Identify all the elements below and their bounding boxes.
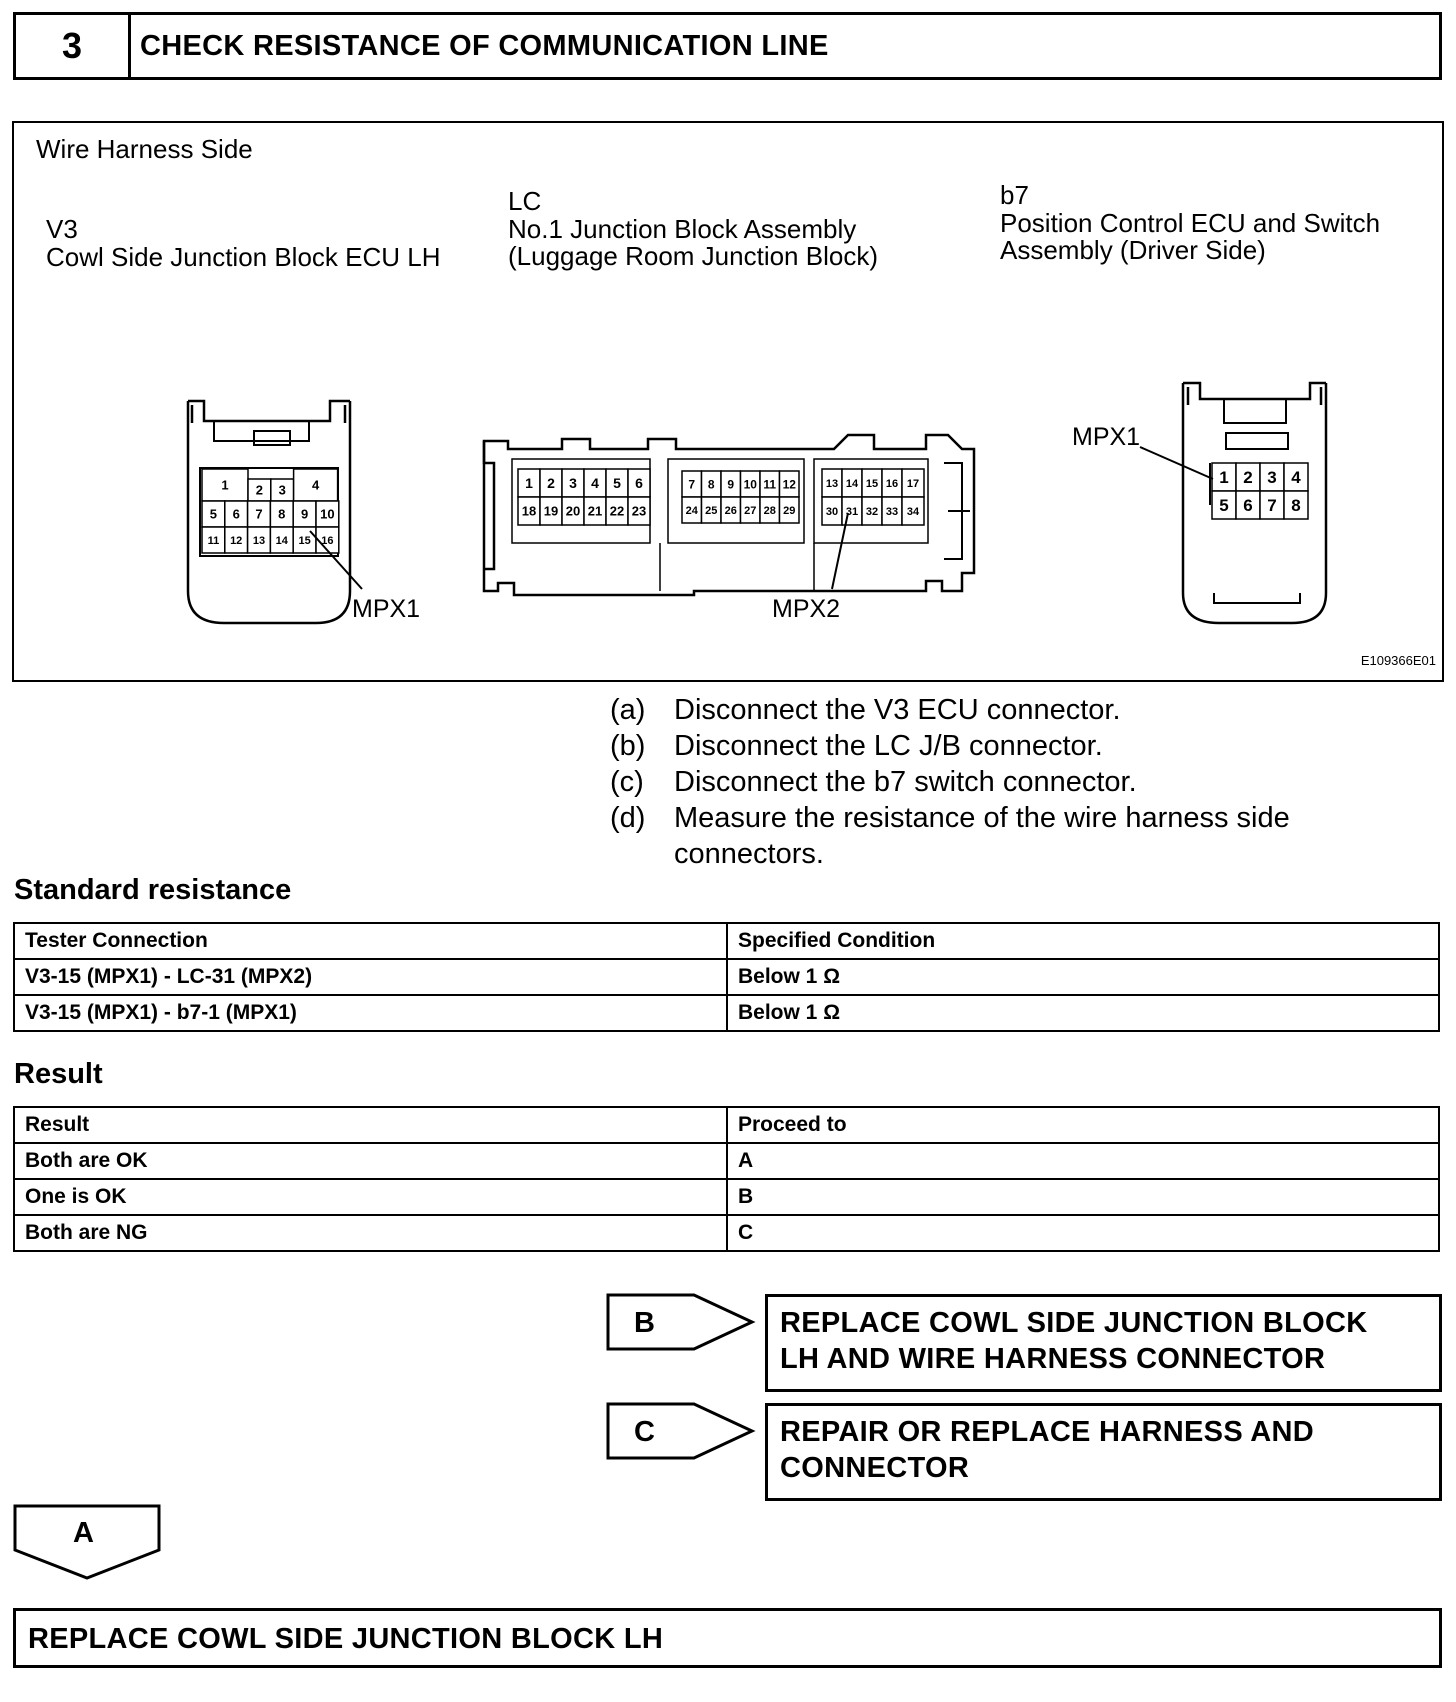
branch-a-arrow: [13, 1504, 161, 1580]
branch-b-action: [765, 1294, 1442, 1392]
b7-name-line1: Position Control ECU and Switch: [1000, 208, 1381, 238]
connector-pin-label: 15: [865, 477, 879, 490]
table-header: Tester Connection: [14, 923, 727, 959]
connector-pin-label: 28: [763, 504, 776, 517]
table-cell: Both are OK: [14, 1143, 727, 1179]
branch-a-action: REPLACE COWL SIDE JUNCTION BLOCK LH: [13, 1608, 1442, 1668]
procedure-step-text: Disconnect the V3 ECU connector.: [674, 694, 1121, 726]
connector-pin-label: 4: [1291, 468, 1301, 488]
table-row: [14, 1143, 1439, 1179]
b7-name-line2: Assembly (Driver Side): [1000, 235, 1266, 265]
connector-pin-label: 3: [278, 482, 286, 498]
table-cell: One is OK: [14, 1179, 727, 1215]
table-header-row: [14, 1107, 1439, 1143]
connector-pin-label: 16: [321, 534, 334, 547]
figure-code: E109366E01: [1360, 653, 1436, 668]
connector-pin-label: 25: [705, 504, 718, 517]
procedure-step-label: (a): [610, 694, 646, 726]
connector-pin-label: 2: [255, 482, 264, 498]
result-title: Result: [14, 1058, 103, 1090]
table-cell: V3-15 (MPX1) - b7-1 (MPX1): [14, 995, 727, 1031]
connector-pin-label: 20: [565, 503, 581, 519]
table-header: Specified Condition: [727, 923, 1439, 959]
connector-pin-label: 2: [547, 475, 555, 492]
connector-pin-label: 6: [635, 475, 643, 492]
lc-callout: MPX2: [772, 595, 841, 623]
connector-pin-label: 8: [278, 506, 286, 522]
table-header: Result: [14, 1107, 727, 1143]
b7-pin-group: [1212, 463, 1308, 519]
connector-pin-label: 31: [845, 505, 859, 518]
connector-pin-label: 18: [521, 503, 537, 519]
procedure-list: [610, 692, 1374, 872]
procedure-step-label: (d): [610, 802, 646, 834]
procedure-step: [610, 692, 1374, 728]
connector-pin-label: 2: [1243, 468, 1253, 488]
connector-pin-label: 14: [845, 477, 859, 490]
connector-pin-label: 11: [763, 477, 777, 492]
table-row: [14, 995, 1439, 1031]
branch-a-label: A: [73, 1517, 94, 1549]
connector-pin-label: 34: [906, 505, 920, 518]
connector-pin-label: 19: [543, 503, 559, 519]
b7-callout-leader: [1140, 447, 1213, 479]
branch-c-action: [765, 1403, 1442, 1501]
connector-pin-label: 3: [1267, 468, 1277, 488]
table-cell: V3-15 (MPX1) - LC-31 (MPX2): [14, 959, 727, 995]
lc-name-line2: (Luggage Room Junction Block): [508, 241, 878, 271]
wire-harness-side-label: Wire Harness Side: [36, 134, 253, 164]
connector-pin-label: 7: [1267, 496, 1277, 516]
connector-pin-label: 27: [744, 504, 757, 517]
procedure-step-text: Measure the resistance of the wire harness side connectors.: [674, 802, 1290, 870]
connector-pin-label: 12: [782, 477, 796, 492]
connector-pin-label: 15: [298, 534, 311, 547]
branch-c-arrow: [606, 1402, 756, 1462]
step-title: CHECK RESISTANCE OF COMMUNICATION LINE: [140, 29, 829, 62]
connector-pin-label: 5: [1219, 496, 1229, 516]
procedure-step: [610, 800, 1374, 872]
table-header: Proceed to: [727, 1107, 1439, 1143]
lc-pin-group: [518, 469, 924, 525]
connector-pin-label: 12: [230, 534, 243, 547]
table-cell: B: [727, 1179, 1439, 1215]
connector-pin-label: 6: [232, 506, 240, 522]
connector-diagram: [14, 123, 1442, 680]
table-cell: Below 1 Ω: [727, 959, 1439, 995]
result-table: [13, 1106, 1440, 1252]
step-header: [13, 12, 1442, 80]
connector-pin-label: 8: [707, 477, 715, 492]
branch-b-arrow: [606, 1293, 756, 1353]
table-row: [14, 1179, 1439, 1215]
connector-pin-label: 10: [320, 506, 335, 522]
connector-pin-label: 16: [885, 477, 899, 490]
branch-b-action-line: REPLACE COWL SIDE JUNCTION BLOCK: [780, 1307, 1368, 1339]
connector-pin-label: 29: [783, 504, 796, 517]
connector-pin-label: 5: [613, 475, 621, 492]
table-row: [14, 1215, 1439, 1251]
connector-pin-label: 32: [865, 505, 879, 518]
connector-pin-label: 13: [252, 534, 266, 547]
lc-name-line1: No.1 Junction Block Assembly: [508, 214, 857, 244]
procedure-step: [610, 764, 1374, 800]
b7-callout: MPX1: [1072, 423, 1141, 451]
table-cell: Below 1 Ω: [727, 995, 1439, 1031]
connector-pin-label: 7: [688, 477, 696, 492]
standard-resistance-table: [13, 922, 1440, 1032]
procedure-step-label: (c): [610, 766, 644, 798]
branch-c-label: C: [634, 1416, 655, 1448]
connector-pin-label: 6: [1243, 496, 1253, 516]
connector-pin-label: 7: [255, 506, 263, 522]
connector-pin-label: 10: [743, 477, 757, 492]
procedure-step-text: Disconnect the b7 switch connector.: [674, 766, 1137, 798]
connector-pin-label: 33: [885, 505, 899, 518]
connector-figure: [12, 121, 1444, 682]
procedure-step: [610, 728, 1374, 764]
v3-code: V3: [46, 214, 78, 244]
connector-pin-label: 3: [569, 475, 577, 492]
branch-c-action-line: CONNECTOR: [780, 1452, 970, 1484]
branch-b-label: B: [634, 1307, 655, 1339]
lc-code: LC: [508, 186, 542, 216]
table-cell: C: [727, 1215, 1439, 1251]
connector-pin-label: 23: [631, 503, 647, 519]
table-cell: A: [727, 1143, 1439, 1179]
connector-pin-label: 5: [209, 506, 218, 522]
connector-pin-label: 21: [587, 503, 603, 519]
connector-pin-label: 24: [685, 504, 698, 517]
connector-pin-label: 4: [311, 477, 320, 493]
standard-resistance-title: Standard resistance: [14, 874, 292, 906]
connector-pin-label: 11: [207, 534, 220, 547]
branch-c-action-line: REPAIR OR REPLACE HARNESS AND: [780, 1416, 1314, 1448]
branch-b-action-line: LH AND WIRE HARNESS CONNECTOR: [780, 1343, 1326, 1375]
connector-pin-label: 1: [221, 477, 229, 493]
procedure-step-text: Disconnect the LC J/B connector.: [674, 730, 1103, 762]
connector-pin-label: 1: [525, 475, 533, 492]
connector-pin-label: 9: [727, 477, 735, 492]
connector-pin-label: 9: [300, 506, 309, 522]
table-header-row: [14, 923, 1439, 959]
connector-pin-label: 30: [825, 505, 839, 518]
v3-callout: MPX1: [352, 595, 421, 623]
b7-code: b7: [1000, 180, 1029, 210]
table-cell: Both are NG: [14, 1215, 727, 1251]
v3-name: Cowl Side Junction Block ECU LH: [46, 242, 441, 272]
table-row: [14, 959, 1439, 995]
connector-pin-label: 14: [275, 534, 288, 547]
procedure-step-label: (b): [610, 730, 646, 762]
step-number: 3: [16, 15, 131, 77]
connector-pin-label: 22: [609, 503, 625, 519]
connector-pin-label: 1: [1219, 468, 1229, 488]
connector-pin-label: 17: [906, 477, 920, 490]
connector-pin-label: 8: [1291, 496, 1301, 516]
connector-pin-label: 26: [724, 504, 737, 517]
connector-pin-label: 13: [825, 477, 839, 490]
connector-pin-label: 4: [591, 475, 599, 492]
